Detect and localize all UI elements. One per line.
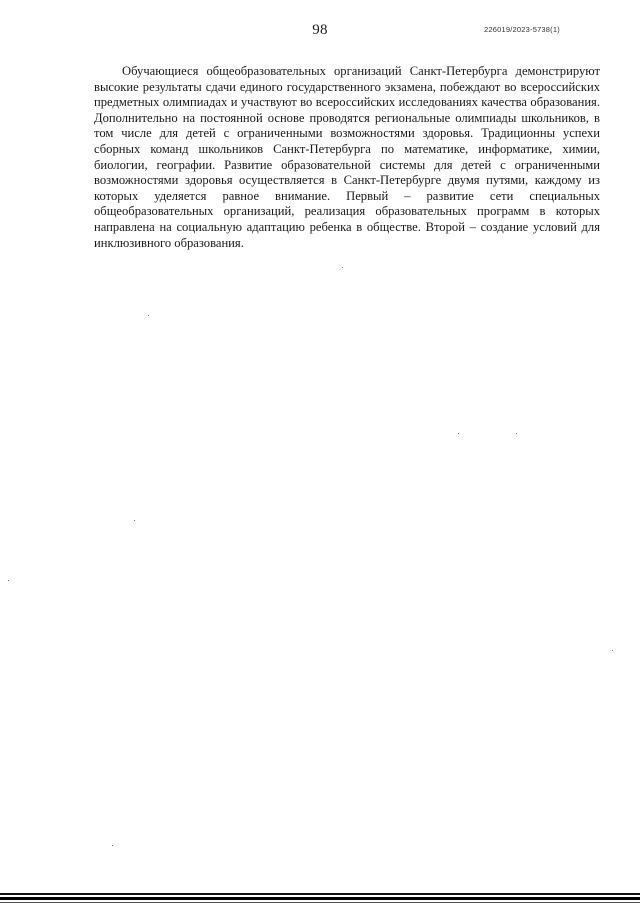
scan-speck (342, 267, 343, 268)
scan-bottom-edge (0, 897, 640, 900)
scan-bottom-edge (0, 902, 640, 903)
scan-speck (148, 315, 149, 316)
scan-speck (112, 845, 113, 846)
scan-speck (458, 433, 459, 434)
scan-speck (8, 580, 9, 581)
document-id: 226019/2023-5738(1) (484, 25, 560, 34)
page-number: 98 (312, 22, 328, 38)
scan-speck (516, 433, 517, 434)
scan-speck (134, 520, 135, 521)
body-paragraph: Обучающиеся общеобразовательных организаций Санкт-Петербурга демонстрируют высокие результаты сдачи единого государственного экзамена, побеждают во всероссийских предметных олимпиадах и участвуют во всероссийских исследованиях качества образования. Дополнительно на постоянной основе проводятся региональные олимпиады школьников, в том числе для детей с ограниченными возможностями здоровья. Традиционны успехи сборных команд школьников Санкт-Петербурга по математике, информатике, химии, биологии, географии. Развитие образовательной системы для детей с ограниченными возможностями здоровья осуществляется в Санкт-Петербурге двумя путями, каждому из которых уделяется равное внимание. Первый – развитие сети специальных общеобразовательных организаций, реализация образовательных программ в которых направлена на социальную адаптацию ребенка в обществе. Второй – создание условий для инклюзивного образования. (94, 64, 600, 250)
scan-bottom-edge (0, 893, 640, 895)
scan-speck (612, 650, 613, 651)
